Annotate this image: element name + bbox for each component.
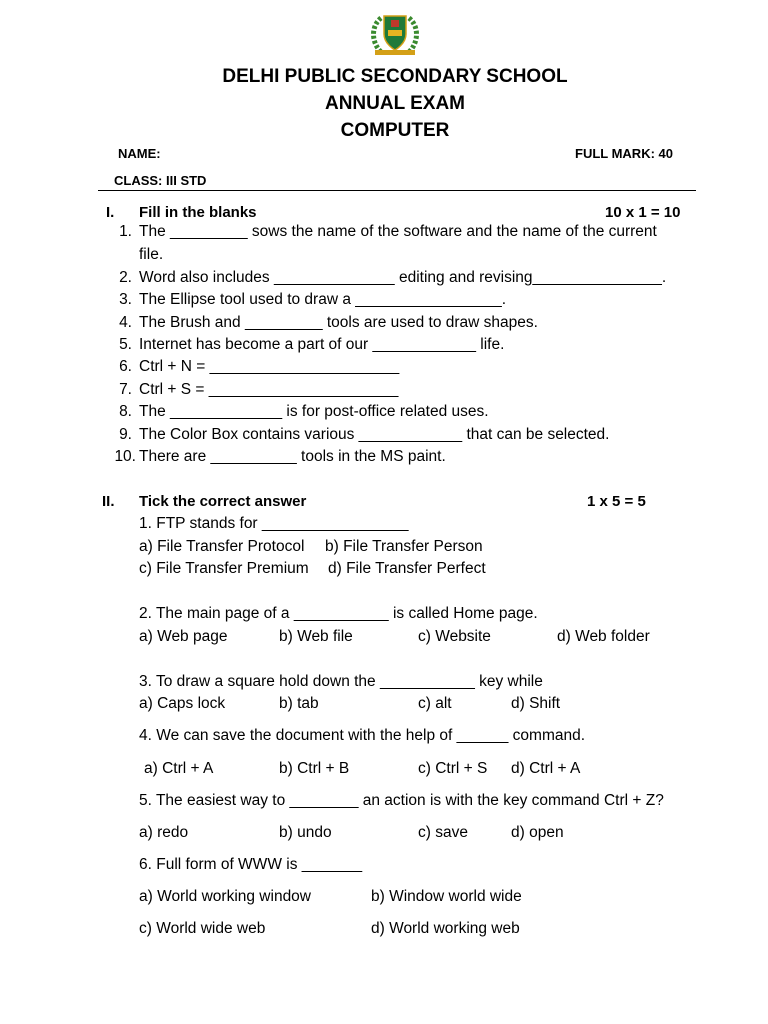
q7-num: 7. <box>119 381 132 398</box>
section1-numeral: I. <box>106 204 115 221</box>
mcq4-option-a: a) Ctrl + A <box>144 760 214 777</box>
mcq6-option-c: c) World wide web <box>139 920 266 937</box>
mcq3-option-b: b) tab <box>279 695 319 712</box>
mcq4-option-b: b) Ctrl + B <box>279 760 350 777</box>
q5-text: Internet has become a part of our ____________ life. <box>139 336 505 353</box>
mcq4-option-c: c) Ctrl + S <box>418 760 488 777</box>
q7-text: Ctrl + S = ______________________ <box>139 381 399 398</box>
q3-text: The Ellipse tool used to draw a _________________. <box>139 291 507 308</box>
class-label: CLASS: III STD <box>114 173 207 188</box>
section2-title: Tick the correct answer <box>139 493 307 510</box>
exam-title: ANNUAL EXAM <box>324 93 466 114</box>
mcq6-option-d: d) World working web <box>371 920 520 937</box>
mcq2-option-c: c) Website <box>418 628 491 645</box>
section2-marks: 1 x 5 = 5 <box>587 493 646 510</box>
section2-numeral: II. <box>102 493 115 510</box>
mcq5-option-c: c) save <box>418 824 468 841</box>
mcq1-question: 1. FTP stands for _________________ <box>139 515 409 532</box>
q5-num: 5. <box>119 336 132 353</box>
q2-num: 2. <box>119 269 132 286</box>
mcq6-question: 6. Full form of WWW is _______ <box>139 856 363 873</box>
subject-title: COMPUTER <box>340 120 450 141</box>
section1-marks: 10 x 1 = 10 <box>605 204 681 221</box>
q10-text: There are __________ tools in the MS paint. <box>139 448 446 465</box>
mcq3-option-d: d) Shift <box>511 695 561 712</box>
mcq3-option-a: a) Caps lock <box>139 695 226 712</box>
section1-title: Fill in the blanks <box>139 204 257 221</box>
mcq2-option-d: d) Web folder <box>557 628 650 645</box>
q9-num: 9. <box>119 426 132 443</box>
mcq1-option-d: d) File Transfer Perfect <box>328 560 486 577</box>
q1-num: 1. <box>119 223 132 240</box>
mcq3-question: 3. To draw a square hold down the ___________ key while <box>139 673 543 690</box>
q3-num: 3. <box>119 291 132 308</box>
mcq2-option-b: b) Web file <box>279 628 353 645</box>
name-label: NAME: <box>118 146 161 161</box>
q2-text: Word also includes ______________ editing and revising_______________. <box>139 269 667 286</box>
mcq5-option-d: d) open <box>511 824 564 841</box>
mcq1-option-b: b) File Transfer Person <box>325 538 483 555</box>
q1-text: The _________ sows the name of the software and the name of the current <box>139 223 657 240</box>
school-logo <box>367 12 423 58</box>
mcq4-question: 4. We can save the document with the help of ______ command. <box>139 727 586 744</box>
mcq5-question: 5. The easiest way to ________ an action is with the key command Ctrl + Z? <box>139 792 664 809</box>
header-divider <box>98 190 696 191</box>
q9-text: The Color Box contains various ____________ that can be selected. <box>139 426 610 443</box>
mcq5-option-a: a) redo <box>139 824 189 841</box>
mcq2-question: 2. The main page of a ___________ is called Home page. <box>139 605 538 622</box>
full-mark: FULL MARK: 40 <box>575 146 673 161</box>
q10-num: 10. <box>114 448 136 465</box>
mcq2-option-a: a) Web page <box>139 628 228 645</box>
q4-num: 4. <box>119 314 132 331</box>
q6-num: 6. <box>119 358 132 375</box>
q8-text: The _____________ is for post-office related uses. <box>139 403 489 420</box>
mcq4-option-d: d) Ctrl + A <box>511 760 581 777</box>
q4-text: The Brush and _________ tools are used to draw shapes. <box>139 314 538 331</box>
q6-text: Ctrl + N = ______________________ <box>139 358 400 375</box>
mcq6-option-a: a) World working window <box>139 888 311 905</box>
mcq5-option-b: b) undo <box>279 824 332 841</box>
mcq1-option-c: c) File Transfer Premium <box>139 560 309 577</box>
school-name: DELHI PUBLIC SECONDARY SCHOOL <box>222 66 568 87</box>
mcq6-option-b: b) Window world wide <box>371 888 522 905</box>
mcq3-option-c: c) alt <box>418 695 452 712</box>
mcq1-option-a: a) File Transfer Protocol <box>139 538 305 555</box>
q8-num: 8. <box>119 403 132 420</box>
q1-text-cont: file. <box>139 246 164 263</box>
